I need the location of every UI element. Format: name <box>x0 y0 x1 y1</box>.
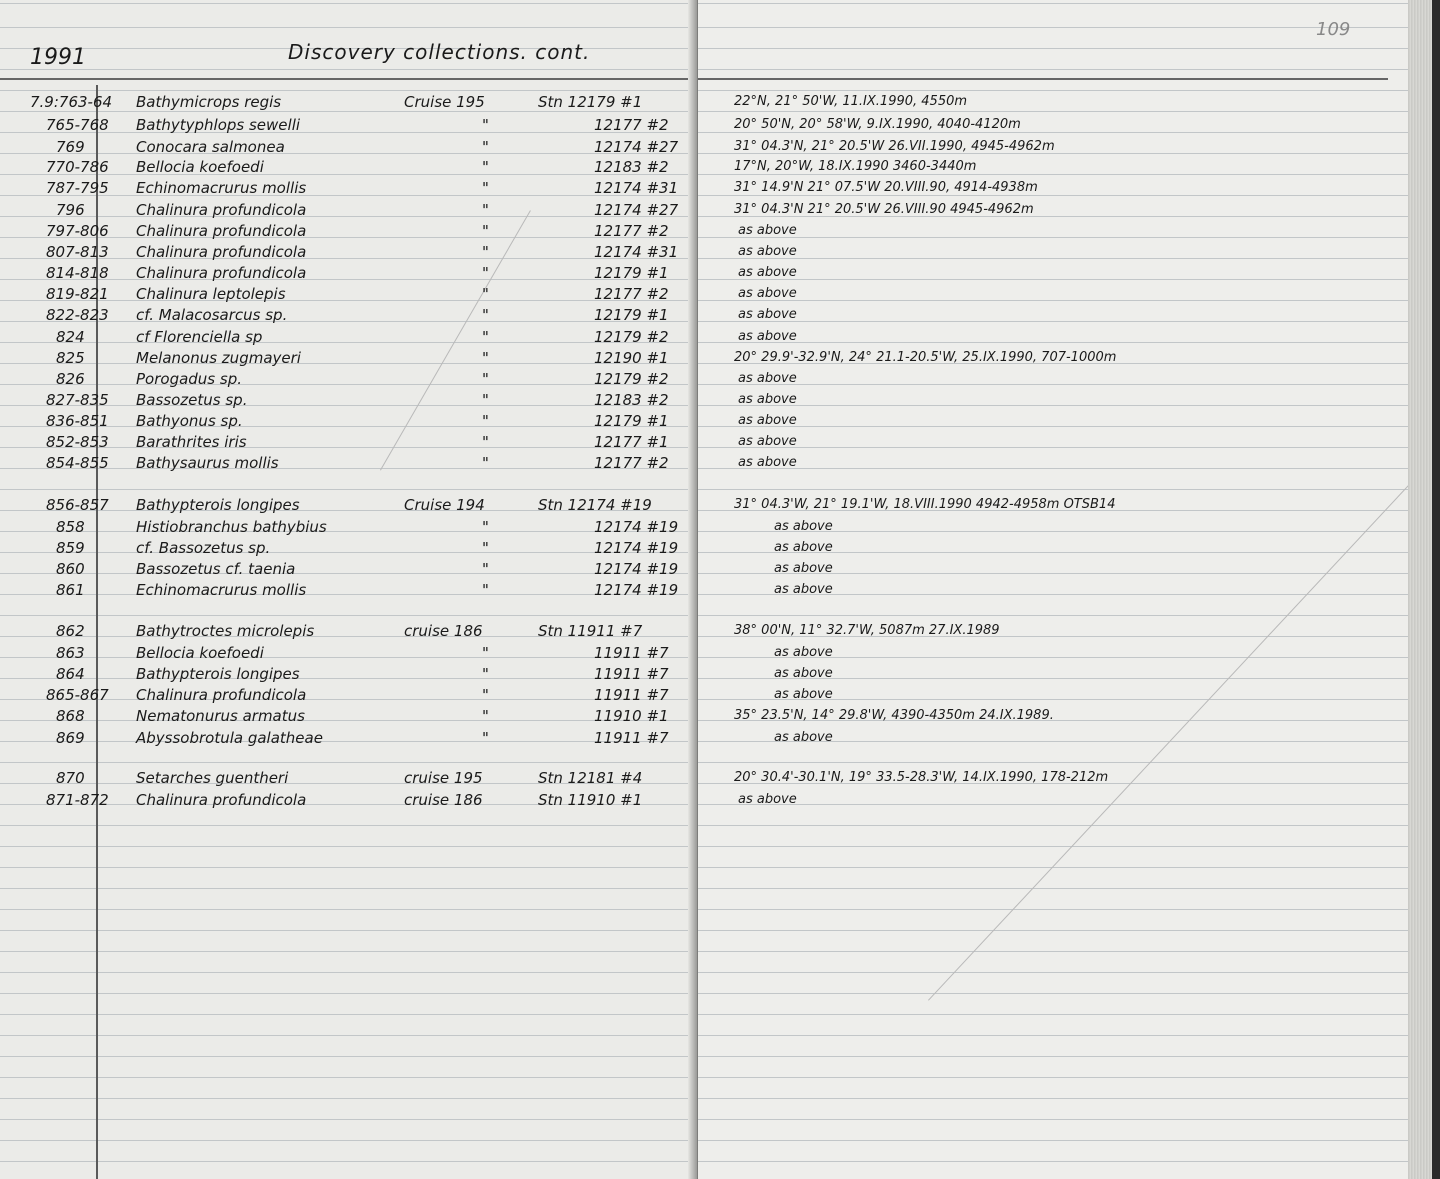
species-name: Bellocia koefoedi <box>136 644 264 662</box>
registration-number: 859 <box>56 539 85 557</box>
station-number: 11911 #7 <box>594 729 669 747</box>
locality-details: as above <box>738 286 797 301</box>
station-number: 12177 #2 <box>594 285 669 303</box>
station-number: 12174 #31 <box>594 179 679 197</box>
locality-details: 31° 04.3'W, 21° 19.1'W, 18.VIII.1990 4942-4958m OTSB14 <box>734 497 1116 512</box>
species-name: Echinomacrurus mollis <box>136 581 307 599</box>
registration-number: 858 <box>56 518 85 536</box>
species-name: Barathrites iris <box>136 433 247 451</box>
station-number: 11910 #1 <box>594 707 669 725</box>
cruise-number: " <box>482 581 489 599</box>
station-number: 12183 #2 <box>594 391 669 409</box>
locality-details: 17°N, 20°W, 18.IX.1990 3460-3440m <box>734 159 977 174</box>
cruise-number: " <box>482 454 489 472</box>
cruise-number: Cruise 195 <box>404 93 485 111</box>
locality-details: as above <box>738 792 797 807</box>
registration-number: 807-813 <box>46 243 109 261</box>
species-name: Chalinura profundicola <box>136 264 307 282</box>
left-page <box>0 0 700 1179</box>
registration-number: 869 <box>56 729 85 747</box>
locality-details: as above <box>738 265 797 280</box>
locality-details: 20° 29.9'-32.9'N, 24° 21.1-20.5'W, 25.IX.1990, 707-1000m <box>734 350 1117 365</box>
station-number: 12174 #19 <box>594 518 679 536</box>
species-name: cf. Malacosarcus sp. <box>136 306 288 324</box>
species-name: Porogadus sp. <box>136 370 242 388</box>
page-number: 109 <box>1316 19 1351 40</box>
registration-number: 827-835 <box>46 391 109 409</box>
right-page <box>698 0 1412 1179</box>
locality-details: as above <box>738 244 797 259</box>
station-number: 12179 #1 <box>594 306 669 324</box>
registration-number: 836-851 <box>46 412 109 430</box>
registration-number: 770-786 <box>46 158 109 176</box>
species-name: Chalinura profundicola <box>136 791 307 809</box>
station-number: 12174 #19 <box>594 560 679 578</box>
locality-details: as above <box>738 434 797 449</box>
page-title: Discovery collections. cont. <box>288 40 591 64</box>
species-name: Setarches guentheri <box>136 769 289 787</box>
species-name: Bathypterois longipes <box>136 665 300 683</box>
locality-details: 20° 50'N, 20° 58'W, 9.IX.1990, 4040-4120m <box>734 117 1021 132</box>
locality-details: as above <box>738 413 797 428</box>
species-name: Chalinura profundicola <box>136 222 307 240</box>
species-name: Chalinura profundicola <box>136 201 307 219</box>
cruise-number: " <box>482 644 489 662</box>
registration-number: 861 <box>56 581 85 599</box>
registration-number: 7.9:763-64 <box>30 93 113 111</box>
registration-number: 797-806 <box>46 222 109 240</box>
station-number: 12179 #1 <box>594 264 669 282</box>
cruise-number: " <box>482 116 489 134</box>
registration-number: 826 <box>56 370 85 388</box>
cruise-number: " <box>482 539 489 557</box>
cruise-number: " <box>482 264 489 282</box>
registration-number: 822-823 <box>46 306 109 324</box>
species-name: Histiobranchus bathybius <box>136 518 327 536</box>
station-number: 12179 #2 <box>594 328 669 346</box>
locality-details: as above <box>738 307 797 322</box>
locality-details: 35° 23.5'N, 14° 29.8'W, 4390-4350m 24.IX.1989. <box>734 708 1054 723</box>
species-name: Bathytroctes microlepis <box>136 622 315 640</box>
species-name: cf Florenciella sp <box>136 328 263 346</box>
header-rule <box>0 78 700 80</box>
station-number: 12174 #19 <box>594 539 679 557</box>
station-number: 12190 #1 <box>594 349 669 367</box>
station-number: 12174 #19 <box>594 581 679 599</box>
station-number: Stn 12179 #1 <box>538 93 643 111</box>
species-name: Chalinura profundicola <box>136 686 307 704</box>
station-number: 11911 #7 <box>594 644 669 662</box>
cruise-number: " <box>482 179 489 197</box>
locality-details: 31° 04.3'N, 21° 20.5'W 26.VII.1990, 4945-4962m <box>734 139 1055 154</box>
species-name: Chalinura leptolepis <box>136 285 286 303</box>
station-number: 12179 #2 <box>594 370 669 388</box>
cruise-number: " <box>482 370 489 388</box>
cruise-number: " <box>482 412 489 430</box>
cruise-number: " <box>482 391 489 409</box>
species-name: Nematonurus armatus <box>136 707 305 725</box>
registration-number: 863 <box>56 644 85 662</box>
cruise-number: " <box>482 729 489 747</box>
species-name: Echinomacrurus mollis <box>136 179 307 197</box>
registration-number: 864 <box>56 665 85 683</box>
locality-details: 31° 04.3'N 21° 20.5'W 26.VIII.90 4945-4962m <box>734 202 1034 217</box>
cruise-number: Cruise 194 <box>404 496 485 514</box>
locality-details: as above <box>738 371 797 386</box>
cruise-number: " <box>482 243 489 261</box>
locality-details: 22°N, 21° 50'W, 11.IX.1990, 4550m <box>734 94 968 109</box>
locality-details: as above <box>774 645 833 660</box>
locality-details: as above <box>774 582 833 597</box>
header-rule-right <box>698 78 1388 80</box>
cruise-number: " <box>482 222 489 240</box>
registration-number: 819-821 <box>46 285 109 303</box>
cruise-number: " <box>482 433 489 451</box>
cancel-stroke <box>380 210 531 470</box>
registration-number: 787-795 <box>46 179 109 197</box>
locality-details: as above <box>774 540 833 555</box>
station-number: 12177 #2 <box>594 116 669 134</box>
cruise-number: " <box>482 518 489 536</box>
cruise-number: " <box>482 306 489 324</box>
locality-details: 20° 30.4'-30.1'N, 19° 33.5-28.3'W, 14.IX.1990, 178-212m <box>734 770 1109 785</box>
cruise-number: " <box>482 707 489 725</box>
station-number: 12177 #2 <box>594 454 669 472</box>
species-name: Bathypterois longipes <box>136 496 300 514</box>
station-number: 11911 #7 <box>594 665 669 683</box>
cruise-number: cruise 186 <box>404 791 483 809</box>
station-number: 12174 #27 <box>594 201 679 219</box>
registration-number: 824 <box>56 328 85 346</box>
species-name: Chalinura profundicola <box>136 243 307 261</box>
station-number: 12177 #2 <box>594 222 669 240</box>
registration-number: 796 <box>56 201 85 219</box>
species-name: Bathytyphlops sewelli <box>136 116 301 134</box>
locality-details: as above <box>774 730 833 745</box>
station-number: 12179 #1 <box>594 412 669 430</box>
station-number: 11911 #7 <box>594 686 669 704</box>
cruise-number: " <box>482 665 489 683</box>
registration-number: 765-768 <box>46 116 109 134</box>
species-name: Bathyonus sp. <box>136 412 243 430</box>
registration-number: 868 <box>56 707 85 725</box>
cruise-number: " <box>482 201 489 219</box>
registration-number: 860 <box>56 560 85 578</box>
cruise-number: " <box>482 349 489 367</box>
species-name: Bassozetus cf. taenia <box>136 560 296 578</box>
year-heading: 1991 <box>30 45 86 70</box>
cruise-number: " <box>482 328 489 346</box>
species-name: Bellocia koefoedi <box>136 158 264 176</box>
station-number: Stn 11910 #1 <box>538 791 643 809</box>
registration-number: 852-853 <box>46 433 109 451</box>
cruise-number: " <box>482 158 489 176</box>
cruise-number: cruise 195 <box>404 769 483 787</box>
locality-details: as above <box>774 561 833 576</box>
species-name: cf. Bassozetus sp. <box>136 539 271 557</box>
cruise-number: " <box>482 560 489 578</box>
species-name: Melanonus zugmayeri <box>136 349 301 367</box>
species-name: Bassozetus sp. <box>136 391 248 409</box>
locality-details: as above <box>774 519 833 534</box>
book-edge-shadow <box>1432 0 1440 1179</box>
registration-number: 769 <box>56 138 85 156</box>
registration-number: 871-872 <box>46 791 109 809</box>
locality-details: as above <box>738 455 797 470</box>
station-number: Stn 12181 #4 <box>538 769 643 787</box>
station-number: Stn 11911 #7 <box>538 622 643 640</box>
cruise-number: cruise 186 <box>404 622 483 640</box>
locality-details: 38° 00'N, 11° 32.7'W, 5087m 27.IX.1989 <box>734 623 1000 638</box>
locality-details: as above <box>738 329 797 344</box>
cruise-number: " <box>482 285 489 303</box>
locality-details: 31° 14.9'N 21° 07.5'W 20.VIII.90, 4914-4938m <box>734 180 1038 195</box>
station-number: Stn 12174 #19 <box>538 496 652 514</box>
registration-number: 865-867 <box>46 686 109 704</box>
locality-details: as above <box>738 223 797 238</box>
registration-number: 814-818 <box>46 264 109 282</box>
registration-number: 854-855 <box>46 454 109 472</box>
station-number: 12174 #31 <box>594 243 679 261</box>
station-number: 12174 #27 <box>594 138 679 156</box>
locality-details: as above <box>738 392 797 407</box>
species-name: Bathysaurus mollis <box>136 454 279 472</box>
station-number: 12177 #1 <box>594 433 669 451</box>
registration-number: 825 <box>56 349 85 367</box>
species-name: Abyssobrotula galatheae <box>136 729 323 747</box>
cruise-number: " <box>482 138 489 156</box>
locality-details: as above <box>774 687 833 702</box>
species-name: Bathymicrops regis <box>136 93 282 111</box>
cruise-number: " <box>482 686 489 704</box>
station-number: 12183 #2 <box>594 158 669 176</box>
registration-number: 862 <box>56 622 85 640</box>
registration-number: 856-857 <box>46 496 109 514</box>
species-name: Conocara salmonea <box>136 138 285 156</box>
locality-details: as above <box>774 666 833 681</box>
registration-number: 870 <box>56 769 85 787</box>
